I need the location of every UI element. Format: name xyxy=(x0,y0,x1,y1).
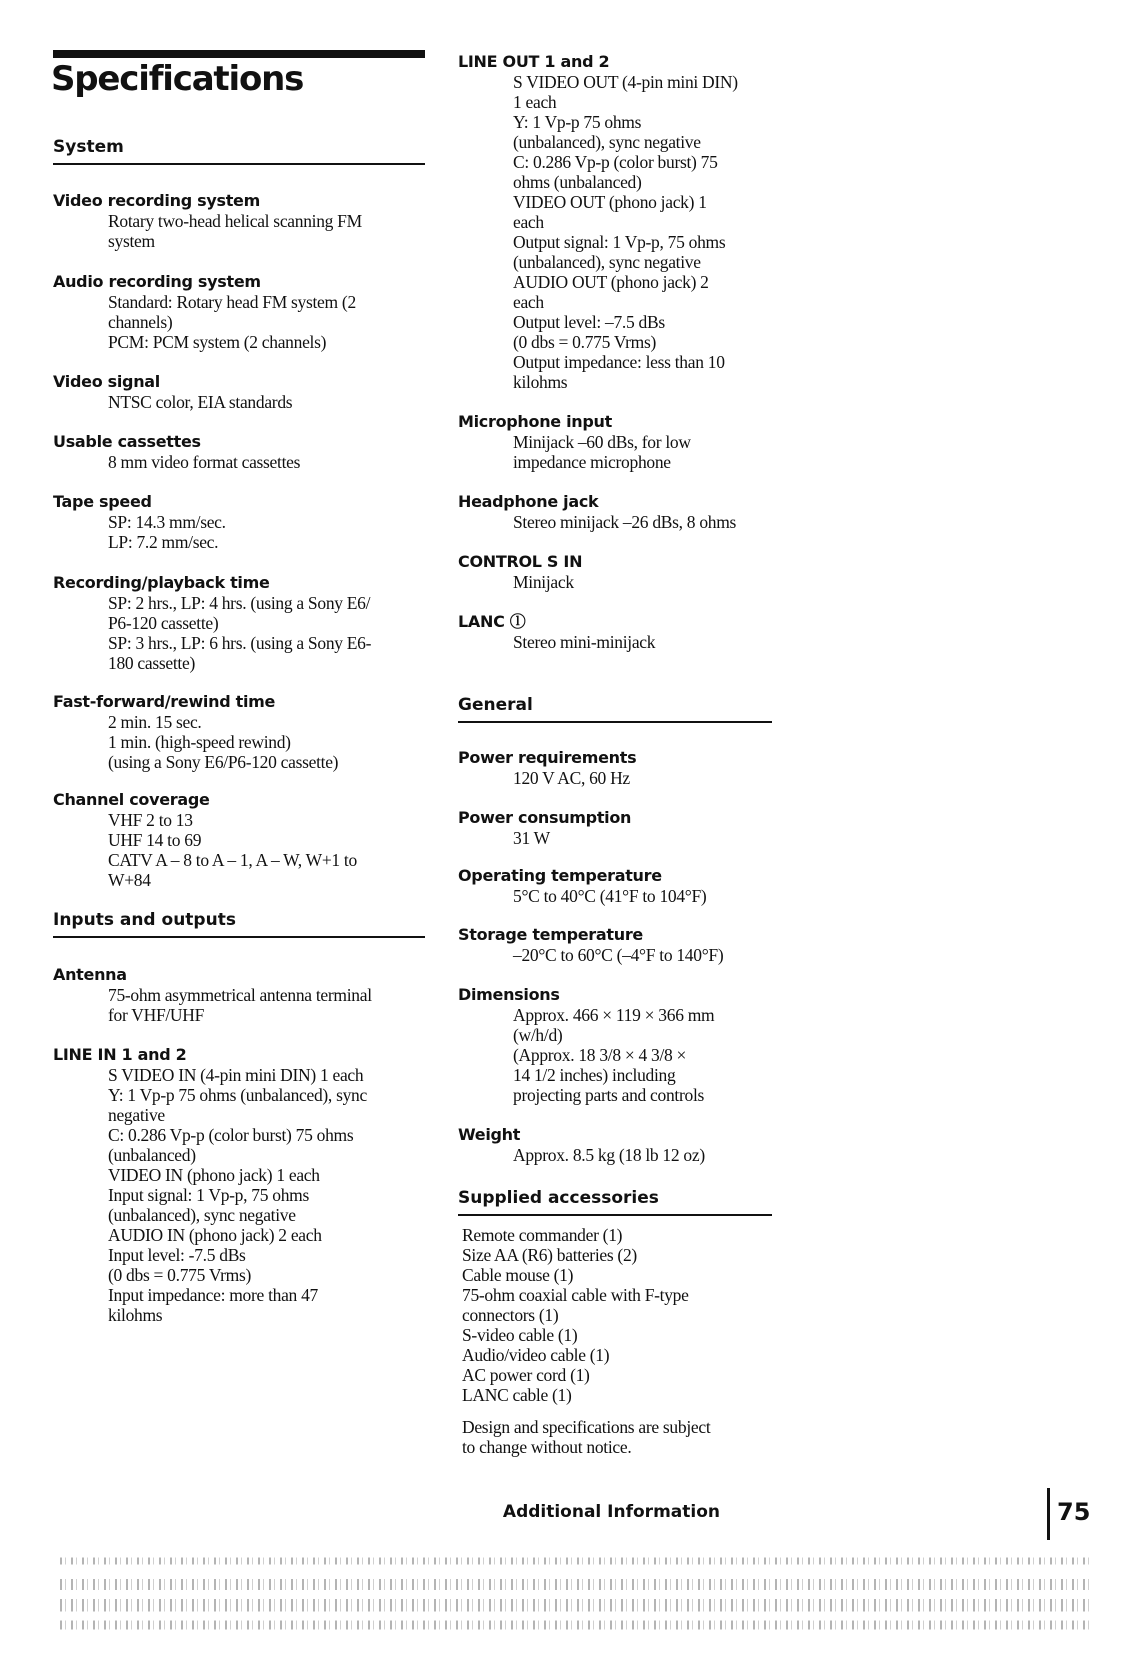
spec-value-line: each xyxy=(513,212,544,232)
spec-value-line: VHF 2 to 13 xyxy=(108,810,193,830)
spec-value-line: Input signal: 1 Vp-p, 75 ohms xyxy=(108,1185,309,1205)
spec-dimensions xyxy=(458,985,772,1105)
accessories-list xyxy=(462,1225,782,1405)
spec-value-line: kilohms xyxy=(513,372,568,392)
spec-label: Video recording system xyxy=(53,191,260,210)
spec-value-line: AUDIO IN (phono jack) 2 each xyxy=(108,1225,322,1245)
section-heading-inputs-outputs: Inputs and outputs xyxy=(53,910,425,938)
spec-value-line: 2 min. 15 sec. xyxy=(108,712,202,732)
spec-label: Storage temperature xyxy=(458,925,643,944)
spec-power-consumption xyxy=(458,808,772,848)
spec-power-requirements xyxy=(458,748,772,788)
spec-value-line: (0 dbs = 0.775 Vrms) xyxy=(513,332,656,352)
page-title: Specifications xyxy=(51,59,304,99)
spec-value-line: Y: 1 Vp-p 75 ohms xyxy=(513,112,642,132)
spec-usable-cassettes xyxy=(53,432,425,472)
spec-value-line: 5°C to 40°C (41°F to 104°F) xyxy=(513,886,707,906)
spec-label: Operating temperature xyxy=(458,866,662,885)
spec-value-line: Minijack xyxy=(513,572,574,592)
spec-value-line: Standard: Rotary head FM system (2 xyxy=(108,292,356,312)
spec-value xyxy=(53,593,425,673)
spec-label: Fast-forward/rewind time xyxy=(53,692,276,711)
spec-value-line: 31 W xyxy=(513,828,550,848)
spec-value-line: 75-ohm asymmetrical antenna terminal xyxy=(108,985,372,1005)
spec-video-signal xyxy=(53,372,425,412)
change-notice xyxy=(462,1417,782,1457)
spec-headphone-jack xyxy=(458,492,772,532)
spec-value xyxy=(53,1065,425,1325)
accessory-item: Remote commander (1) xyxy=(462,1225,623,1245)
spec-label: Dimensions xyxy=(458,985,560,1004)
spec-value-line: Stereo minijack –26 dBs, 8 ohms xyxy=(513,512,737,532)
spec-value xyxy=(53,292,425,352)
spec-value-line: each xyxy=(513,292,544,312)
spec-value-line: 8 mm video format cassettes xyxy=(108,452,301,472)
spec-value xyxy=(458,945,772,965)
spec-value xyxy=(458,886,772,906)
spec-line-in xyxy=(53,1045,425,1325)
accessory-item: AC power cord (1) xyxy=(462,1365,590,1385)
spec-value xyxy=(458,1145,772,1165)
spec-value-line: W+84 xyxy=(108,870,151,890)
spec-value xyxy=(458,632,772,652)
spec-antenna xyxy=(53,965,425,1025)
spec-value-line: Stereo mini-minijack xyxy=(513,632,656,652)
spec-value-line: (unbalanced), sync negative xyxy=(513,132,701,152)
spec-value-line: Y: 1 Vp-p 75 ohms (unbalanced), sync xyxy=(108,1085,367,1105)
spec-value-line: AUDIO OUT (phono jack) 2 xyxy=(513,272,709,292)
spec-tape-speed xyxy=(53,492,425,552)
spec-value-line: 1 min. (high-speed rewind) xyxy=(108,732,291,752)
spec-operating-temperature xyxy=(458,866,772,906)
spec-value xyxy=(53,985,425,1025)
section-heading-system: System xyxy=(53,137,425,165)
spec-recording-playback-time xyxy=(53,573,425,673)
spec-value-line: VIDEO OUT (phono jack) 1 xyxy=(513,192,707,212)
spec-value-line: UHF 14 to 69 xyxy=(108,830,202,850)
spec-value-line: channels) xyxy=(108,312,173,332)
spec-value-line: Approx. 8.5 kg (18 lb 12 oz) xyxy=(513,1145,705,1165)
spec-weight xyxy=(458,1125,772,1165)
scan-artifact xyxy=(60,1552,1090,1642)
spec-value xyxy=(458,512,772,532)
spec-label: Power consumption xyxy=(458,808,632,827)
spec-label: Usable cassettes xyxy=(53,432,201,451)
spec-value-line: (unbalanced) xyxy=(108,1145,196,1165)
spec-value-line: C: 0.286 Vp-p (color burst) 75 ohms xyxy=(108,1125,354,1145)
spec-value-line: 1 each xyxy=(513,92,557,112)
spec-value-line: VIDEO IN (phono jack) 1 each xyxy=(108,1165,320,1185)
spec-value-line: SP: 14.3 mm/sec. xyxy=(108,512,226,532)
spec-value-line: for VHF/UHF xyxy=(108,1005,205,1025)
spec-value-line: S VIDEO OUT (4-pin mini DIN) xyxy=(513,72,738,92)
spec-label: Headphone jack xyxy=(458,492,599,511)
spec-control-s-in xyxy=(458,552,772,592)
spec-value-line: 180 cassette) xyxy=(108,653,195,673)
spec-label: Video signal xyxy=(53,372,160,391)
spec-value-line: Input impedance: more than 47 xyxy=(108,1285,318,1305)
spec-value-line: SP: 3 hrs., LP: 6 hrs. (using a Sony E6- xyxy=(108,633,372,653)
spec-value-line: –20°C to 60°C (–4°F to 140°F) xyxy=(513,945,724,965)
accessory-item: S-video cable (1) xyxy=(462,1325,578,1345)
footer-divider xyxy=(1047,1488,1050,1540)
accessory-item: 75-ohm coaxial cable with F-type xyxy=(462,1285,689,1305)
spec-label: CONTROL S IN xyxy=(458,552,583,571)
spec-value-line: NTSC color, EIA standards xyxy=(108,392,293,412)
spec-microphone-input xyxy=(458,412,772,472)
spec-label: LINE IN 1 and 2 xyxy=(53,1045,187,1064)
spec-label: Antenna xyxy=(53,965,127,984)
spec-label: LINE OUT 1 and 2 xyxy=(458,52,610,71)
spec-fast-forward-rewind-time xyxy=(53,692,425,772)
spec-value-line: S VIDEO IN (4-pin mini DIN) 1 each xyxy=(108,1065,364,1085)
section-heading-supplied-accessories: Supplied accessories xyxy=(458,1188,772,1216)
change-notice-line: Design and specifications are subject xyxy=(462,1417,711,1437)
spec-value-line: projecting parts and controls xyxy=(513,1085,705,1105)
spec-value xyxy=(458,828,772,848)
spec-value-line: impedance microphone xyxy=(513,452,671,472)
spec-label: Weight xyxy=(458,1125,521,1144)
accessory-item: Cable mouse (1) xyxy=(462,1265,574,1285)
spec-value-line: negative xyxy=(108,1105,165,1125)
spec-value-line: ohms (unbalanced) xyxy=(513,172,642,192)
section-heading-general: General xyxy=(458,695,772,723)
spec-value-line: Output signal: 1 Vp-p, 75 ohms xyxy=(513,232,726,252)
spec-value xyxy=(458,72,772,392)
spec-value-line: C: 0.286 Vp-p (color burst) 75 xyxy=(513,152,718,172)
spec-label: Tape speed xyxy=(53,492,152,511)
spec-value-line: (w/h/d) xyxy=(513,1025,563,1045)
spec-value-line: (0 dbs = 0.775 Vrms) xyxy=(108,1265,251,1285)
spec-value-line: 120 V AC, 60 Hz xyxy=(513,768,630,788)
spec-channel-coverage xyxy=(53,790,425,890)
spec-label: Microphone input xyxy=(458,412,612,431)
spec-value-line: (using a Sony E6/P6-120 cassette) xyxy=(108,752,339,772)
spec-value xyxy=(458,1005,772,1105)
spec-value xyxy=(53,512,425,552)
spec-label: Recording/playback time xyxy=(53,573,270,592)
spec-label: Channel coverage xyxy=(53,790,210,809)
spec-value-line: (unbalanced), sync negative xyxy=(513,252,701,272)
spec-value-line: CATV A – 8 to A – 1, A – W, W+1 to xyxy=(108,850,357,870)
spec-value-line: PCM: PCM system (2 channels) xyxy=(108,332,327,352)
spec-value-line: LP: 7.2 mm/sec. xyxy=(108,532,219,552)
spec-value-line: P6-120 cassette) xyxy=(108,613,219,633)
spec-value xyxy=(458,432,772,472)
footer-section-title: Additional Information xyxy=(502,1502,720,1522)
spec-value xyxy=(458,768,772,788)
accessory-item: Size AA (R6) batteries (2) xyxy=(462,1245,637,1265)
spec-video-recording-system xyxy=(53,191,425,251)
page-number: 75 xyxy=(1057,1498,1091,1526)
spec-value-line: Input level: -7.5 dBs xyxy=(108,1245,246,1265)
spec-label: Audio recording system xyxy=(53,272,261,291)
spec-value-line: (Approx. 18 3/8 × 4 3/8 × xyxy=(513,1045,687,1065)
accessory-item: LANC cable (1) xyxy=(462,1385,572,1405)
spec-audio-recording-system xyxy=(53,272,425,352)
spec-value xyxy=(458,572,772,592)
change-notice-line: to change without notice. xyxy=(462,1437,632,1457)
spec-value-line: Output impedance: less than 10 xyxy=(513,352,725,372)
spec-line-out xyxy=(458,52,772,392)
spec-value-line: system xyxy=(108,231,155,251)
spec-value-line: Rotary two-head helical scanning FM xyxy=(108,211,362,231)
spec-value-line: Approx. 466 × 119 × 366 mm xyxy=(513,1005,715,1025)
spec-value-line: 14 1/2 inches) including xyxy=(513,1065,676,1085)
accessory-item: Audio/video cable (1) xyxy=(462,1345,610,1365)
spec-value xyxy=(53,392,425,412)
spec-value-line: SP: 2 hrs., LP: 4 hrs. (using a Sony E6/ xyxy=(108,593,371,613)
spec-lanc xyxy=(458,612,772,652)
accessory-item: connectors (1) xyxy=(462,1305,559,1325)
spec-label: LANC ⓛ xyxy=(458,612,526,631)
spec-value xyxy=(53,712,425,772)
spec-storage-temperature xyxy=(458,925,772,965)
spec-value xyxy=(53,211,425,251)
spec-value-line: Minijack –60 dBs, for low xyxy=(513,432,691,452)
spec-value-line: Output level: –7.5 dBs xyxy=(513,312,665,332)
spec-value xyxy=(53,810,425,890)
title-rule xyxy=(53,50,425,58)
spec-value-line: kilohms xyxy=(108,1305,163,1325)
spec-label: Power requirements xyxy=(458,748,637,767)
spec-value-line: (unbalanced), sync negative xyxy=(108,1205,296,1225)
spec-value xyxy=(53,452,425,472)
